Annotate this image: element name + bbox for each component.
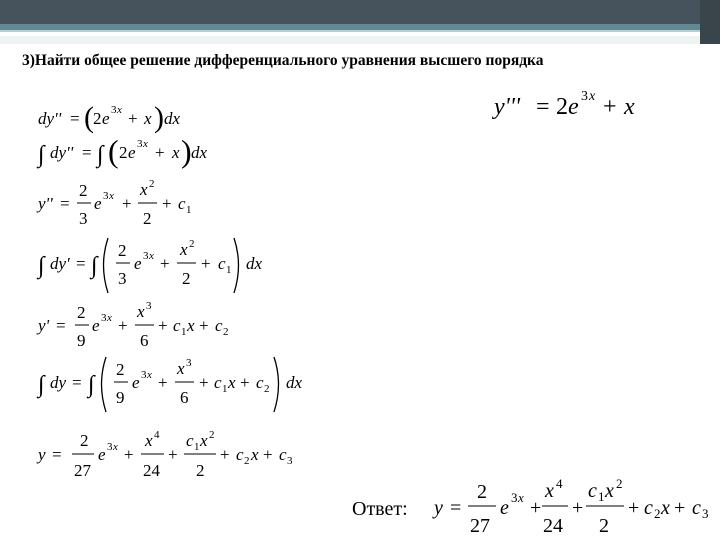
svg-text:2: 2 <box>116 360 125 379</box>
main-equation <box>492 89 635 120</box>
svg-text:+: + <box>263 445 273 464</box>
svg-text:∫: ∫ <box>38 372 45 398</box>
svg-text:2: 2 <box>182 269 191 288</box>
svg-text:=: = <box>60 194 70 213</box>
svg-text:2: 2 <box>143 209 152 228</box>
svg-text:x: x <box>187 316 195 335</box>
svg-text:y: y <box>38 445 46 464</box>
svg-text:2: 2 <box>654 506 661 521</box>
svg-text:∫: ∫ <box>38 142 45 168</box>
svg-text:e: e <box>132 373 140 392</box>
svg-text:x: x <box>109 190 114 202</box>
svg-text:x: x <box>107 312 112 324</box>
step-7 <box>36 429 293 480</box>
svg-text:2: 2 <box>556 94 568 120</box>
svg-text:+: + <box>201 254 211 273</box>
svg-text:x: x <box>145 431 153 450</box>
svg-text:c: c <box>218 254 226 273</box>
svg-text:e: e <box>94 194 102 213</box>
svg-text:2: 2 <box>189 238 195 250</box>
svg-text:e: e <box>92 316 100 335</box>
svg-text:x: x <box>251 445 259 464</box>
svg-text:=: = <box>72 373 82 392</box>
svg-text:+: + <box>199 373 209 392</box>
svg-text:3: 3 <box>511 490 518 505</box>
svg-text:c: c <box>236 445 244 464</box>
svg-text:x: x <box>624 94 635 120</box>
svg-text:9: 9 <box>116 388 125 407</box>
svg-text:6: 6 <box>140 331 149 350</box>
svg-text:3: 3 <box>141 369 147 381</box>
svg-text:dx: dx <box>286 373 303 392</box>
svg-text:9: 9 <box>77 331 86 350</box>
svg-text:x: x <box>172 143 180 162</box>
svg-text:∫: ∫ <box>38 253 45 279</box>
svg-text:dy'': dy'' <box>50 143 74 162</box>
svg-text:+: + <box>128 109 138 128</box>
svg-text:x: x <box>228 373 236 392</box>
svg-text:x: x <box>589 89 596 104</box>
svg-text:3: 3 <box>101 312 107 324</box>
svg-text:27: 27 <box>470 515 490 537</box>
step-1 <box>38 101 181 134</box>
svg-text:+: + <box>162 194 172 213</box>
svg-text:): ) <box>181 133 192 169</box>
svg-text:2: 2 <box>209 429 215 441</box>
svg-text:x: x <box>661 497 670 519</box>
svg-text:e: e <box>128 143 136 162</box>
svg-text:2: 2 <box>77 303 86 322</box>
svg-text:3: 3 <box>146 300 152 312</box>
svg-text:+: + <box>628 497 640 519</box>
svg-text:+: + <box>220 445 230 464</box>
svg-text:3: 3 <box>287 455 293 467</box>
svg-text:1: 1 <box>222 383 228 395</box>
svg-text:y': y' <box>38 316 50 335</box>
svg-text:=: = <box>450 497 462 519</box>
svg-text:+: + <box>530 497 542 519</box>
svg-text:c: c <box>644 497 653 519</box>
svg-text:2: 2 <box>264 383 270 395</box>
svg-text:e: e <box>500 497 509 519</box>
svg-text:=: = <box>82 143 92 162</box>
svg-text:24: 24 <box>143 461 160 480</box>
svg-text:x: x <box>177 359 185 378</box>
svg-text:2: 2 <box>93 109 102 128</box>
svg-text:x: x <box>200 431 208 450</box>
svg-text:3: 3 <box>581 89 588 104</box>
svg-text:x: x <box>117 104 122 116</box>
svg-text:3: 3 <box>107 441 113 453</box>
svg-text:x: x <box>180 240 188 259</box>
answer-formula <box>432 476 709 537</box>
svg-text:dy': dy' <box>50 254 70 273</box>
svg-text:+: + <box>168 445 178 464</box>
svg-text:c: c <box>173 316 181 335</box>
svg-text:3: 3 <box>143 250 149 262</box>
svg-text:3: 3 <box>186 357 192 369</box>
svg-text:3: 3 <box>702 506 709 521</box>
svg-text:+: + <box>158 316 168 335</box>
svg-text:+: + <box>124 445 134 464</box>
svg-text:2: 2 <box>118 241 127 260</box>
svg-text:x: x <box>147 369 152 381</box>
svg-text:c: c <box>256 373 264 392</box>
svg-text:dy'': dy'' <box>38 109 62 128</box>
svg-text:y: y <box>434 497 443 519</box>
step-3 <box>36 178 192 228</box>
svg-text:3: 3 <box>118 269 127 288</box>
svg-text:x: x <box>143 138 148 150</box>
svg-text:3: 3 <box>111 104 117 116</box>
svg-text:1: 1 <box>186 204 192 216</box>
svg-text:2: 2 <box>477 481 487 503</box>
step-5 <box>36 300 229 350</box>
svg-text:2: 2 <box>616 476 623 491</box>
svg-text:1: 1 <box>226 264 232 276</box>
svg-text:x: x <box>149 250 154 262</box>
svg-text:4: 4 <box>556 476 563 491</box>
svg-text:=: = <box>56 316 66 335</box>
slide-title: 3)Найти общее решение дифференциального уравнения высшего порядка <box>22 52 544 69</box>
svg-text:e: e <box>102 109 110 128</box>
svg-text:x: x <box>140 180 148 199</box>
svg-text:x: x <box>605 480 614 502</box>
svg-text:e: e <box>568 94 579 120</box>
svg-text:2: 2 <box>244 455 250 467</box>
svg-text:+: + <box>122 194 132 213</box>
svg-text:x: x <box>113 441 118 453</box>
svg-text:): ) <box>154 101 164 134</box>
svg-text:=: = <box>52 445 62 464</box>
svg-text:=: = <box>76 254 86 273</box>
svg-text:dx: dx <box>191 143 208 162</box>
svg-text:x: x <box>137 302 145 321</box>
svg-text:+: + <box>199 316 209 335</box>
svg-text:27: 27 <box>74 461 91 480</box>
svg-text:+: + <box>158 373 168 392</box>
svg-text:1: 1 <box>181 326 187 338</box>
svg-text:c: c <box>279 445 287 464</box>
svg-text:6: 6 <box>180 388 189 407</box>
svg-text:+: + <box>155 143 165 162</box>
svg-text:c: c <box>215 316 223 335</box>
svg-text:y''': y''' <box>494 94 521 120</box>
svg-text:2: 2 <box>119 143 128 162</box>
svg-text:2: 2 <box>599 515 609 537</box>
svg-text:c: c <box>214 373 222 392</box>
svg-text:2: 2 <box>149 178 155 190</box>
svg-text:2: 2 <box>80 431 89 450</box>
svg-text:x: x <box>545 480 554 502</box>
svg-text:+: + <box>603 94 617 120</box>
svg-text:4: 4 <box>154 429 160 441</box>
svg-text:dx: dx <box>246 254 263 273</box>
svg-text:+: + <box>572 497 584 519</box>
svg-text:1: 1 <box>194 441 200 453</box>
svg-text:(: ( <box>84 101 94 134</box>
svg-text:e: e <box>98 445 106 464</box>
svg-text:c: c <box>186 431 194 450</box>
svg-text:∫: ∫ <box>91 253 98 279</box>
svg-text:2: 2 <box>223 326 229 338</box>
svg-text:∫: ∫ <box>97 142 104 168</box>
svg-text:x: x <box>518 490 524 505</box>
svg-text:c: c <box>178 194 186 213</box>
svg-text:e: e <box>134 254 142 273</box>
step-6 <box>36 357 303 412</box>
svg-text:x: x <box>144 109 152 128</box>
svg-text:=: = <box>536 94 550 120</box>
answer-label: Ответ: <box>352 498 408 520</box>
svg-text:+: + <box>118 316 128 335</box>
svg-text:24: 24 <box>543 515 563 537</box>
svg-text:c: c <box>692 497 701 519</box>
svg-text:dx: dx <box>164 109 181 128</box>
svg-text:+: + <box>240 373 250 392</box>
svg-text:2: 2 <box>79 181 88 200</box>
svg-text:(: ( <box>108 133 119 169</box>
svg-text:+: + <box>160 254 170 273</box>
svg-text:dy: dy <box>50 373 67 392</box>
svg-text:=: = <box>70 109 80 128</box>
svg-text:3: 3 <box>79 209 88 228</box>
svg-text:1: 1 <box>598 489 605 504</box>
svg-text:c: c <box>588 480 597 502</box>
svg-text:3: 3 <box>103 190 109 202</box>
svg-text:2: 2 <box>196 461 205 480</box>
step-2 <box>36 133 208 169</box>
svg-text:∫: ∫ <box>88 372 95 398</box>
svg-text:+: + <box>674 497 686 519</box>
svg-text:y'': y'' <box>38 194 53 213</box>
step-4 <box>36 238 263 293</box>
svg-text:3: 3 <box>137 138 143 150</box>
